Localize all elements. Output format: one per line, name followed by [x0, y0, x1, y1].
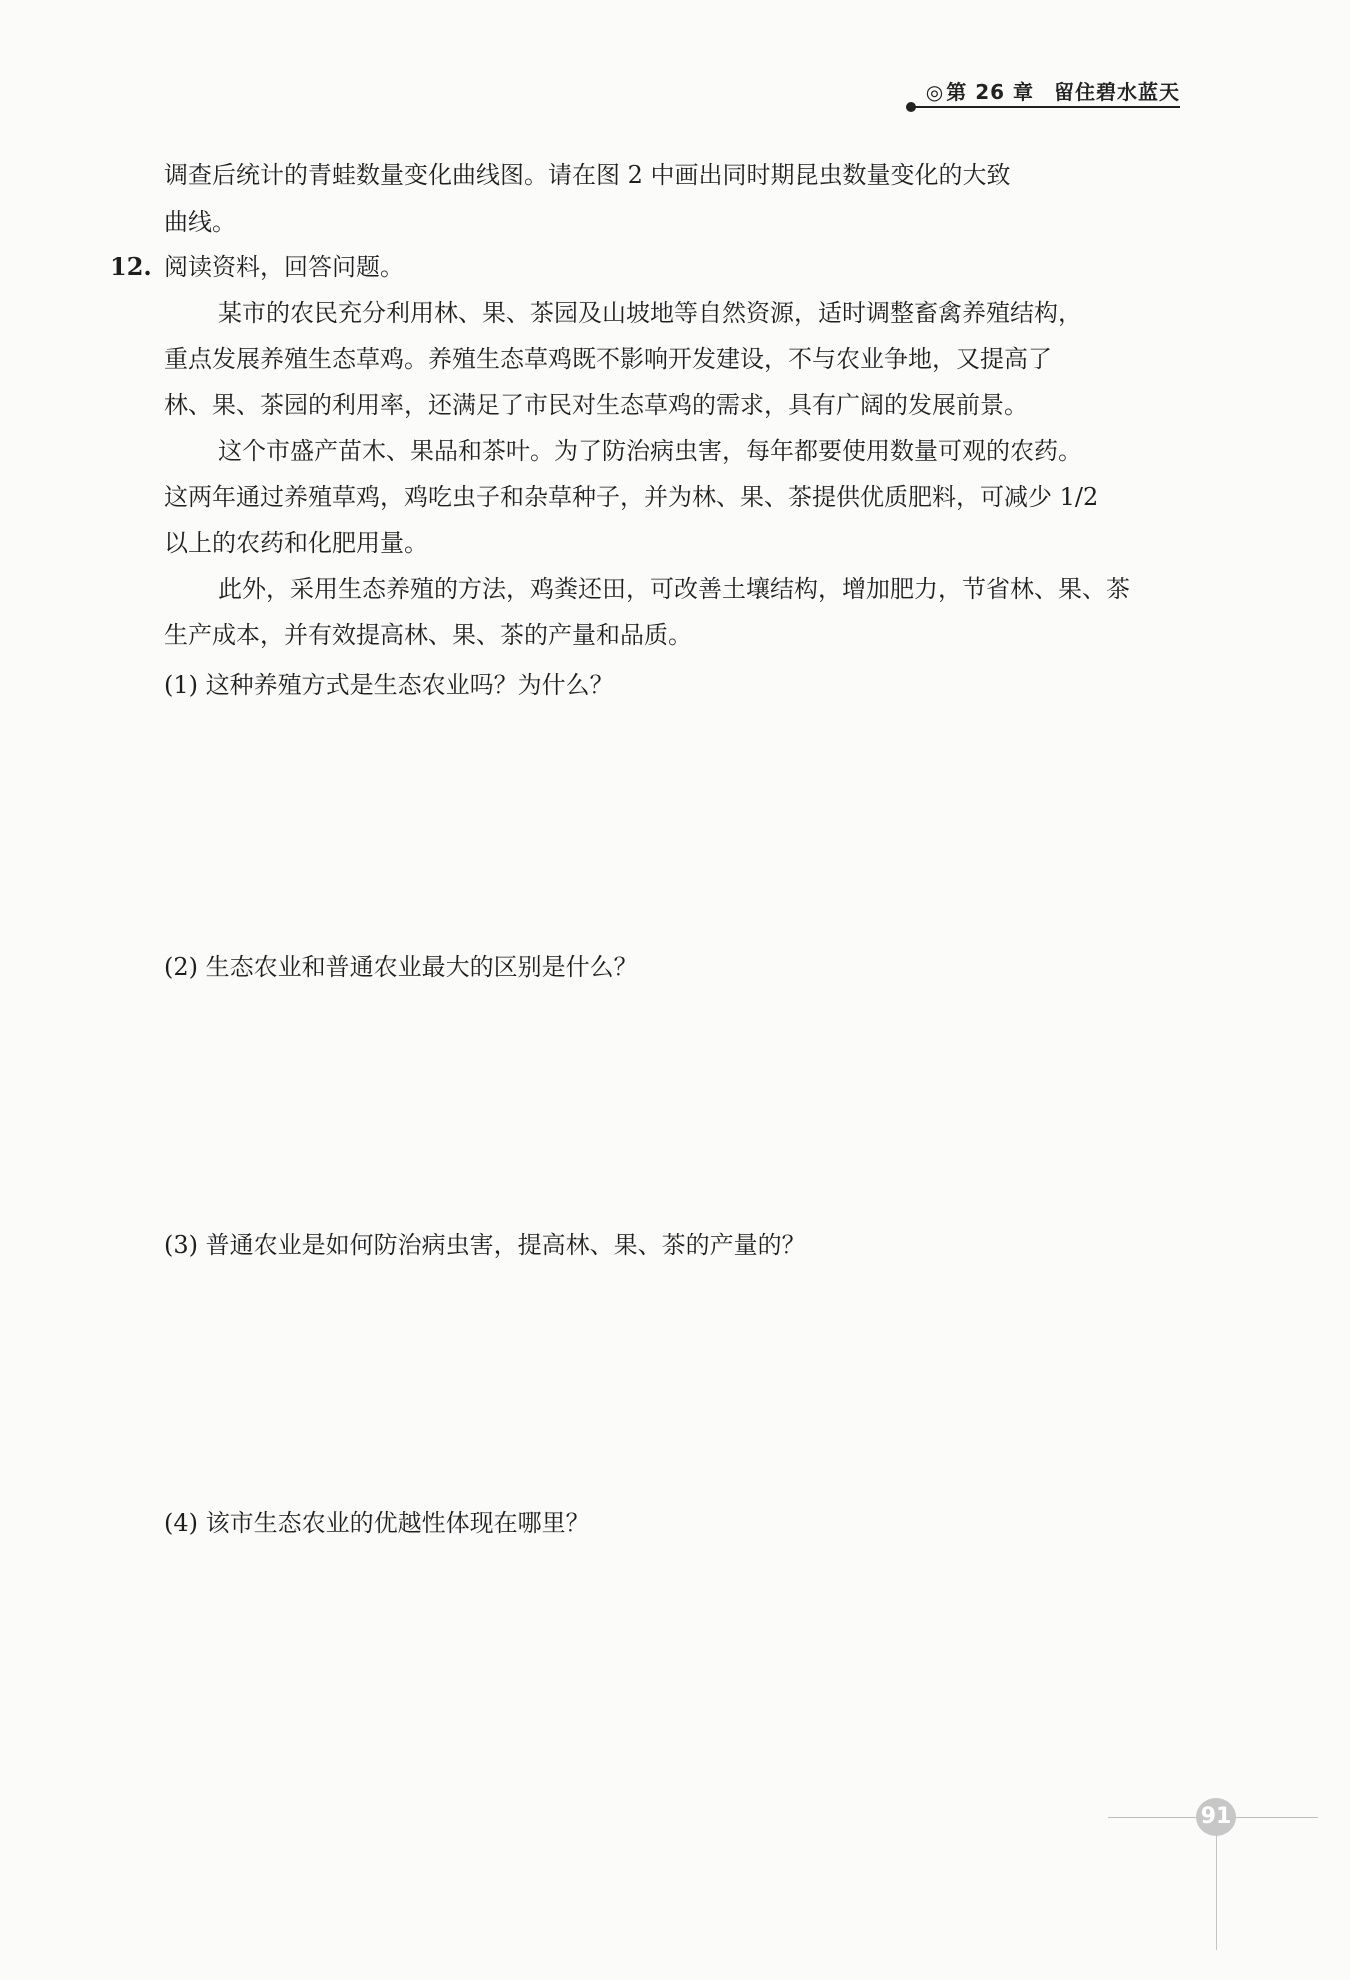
question-number: 12.: [110, 252, 152, 281]
question-prompt: 阅读资料，回答问题。: [164, 253, 404, 281]
passage-line-8: 生产成本，并有效提高林、果、茶的产量和品质。: [164, 621, 692, 649]
chapter-title: 留住碧水蓝天: [1054, 80, 1180, 104]
passage-line-3: 林、果、茶园的利用率，还满足了市民对生态草鸡的需求，具有广阔的发展前景。: [164, 391, 1028, 419]
footer-rule-right: [1232, 1817, 1318, 1818]
subquestion-3: (3) 普通农业是如何防治病虫害，提高林、果、茶的产量的？: [164, 1231, 806, 1259]
header-rule: [912, 106, 1180, 108]
intro-line-1: 调查后统计的青蛙数量变化曲线图。请在图 2 中画出同时期昆虫数量变化的大致: [164, 161, 1011, 189]
subquestion-4: (4) 该市生态农业的优越性体现在哪里？: [164, 1509, 590, 1537]
passage-line-1: 某市的农民充分利用林、果、茶园及山坡地等自然资源，适时调整畜禽养殖结构，: [218, 299, 1082, 327]
running-header: [926, 76, 1180, 105]
passage-line-7: 此外，采用生态养殖的方法，鸡粪还田，可改善土壤结构，增加肥力，节省林、果、茶: [218, 575, 1130, 603]
passage-line-4: 这个市盛产苗木、果品和茶叶。为了防治病虫害，每年都要使用数量可观的农药。: [218, 437, 1082, 465]
subquestion-1: (1) 这种养殖方式是生态农业吗？为什么？: [164, 671, 614, 699]
passage-line-5: 这两年通过养殖草鸡，鸡吃虫子和杂草种子，并为林、果、茶提供优质肥料，可减少 1/2: [164, 483, 1099, 511]
subquestion-2: (2) 生态农业和普通农业最大的区别是什么？: [164, 953, 638, 981]
footer-rule-vertical: [1216, 1830, 1217, 1950]
passage-line-2: 重点发展养殖生态草鸡。养殖生态草鸡既不影响开发建设，不与农业争地，又提高了: [164, 345, 1052, 373]
footer-rule-left: [1108, 1817, 1201, 1818]
header-symbol: ◎: [925, 80, 945, 104]
passage-line-6: 以上的农药和化肥用量。: [164, 529, 428, 557]
page-number: 91: [1196, 1798, 1236, 1836]
chapter-label: 第 26 章: [946, 80, 1034, 104]
intro-line-2: 曲线。: [164, 208, 236, 236]
